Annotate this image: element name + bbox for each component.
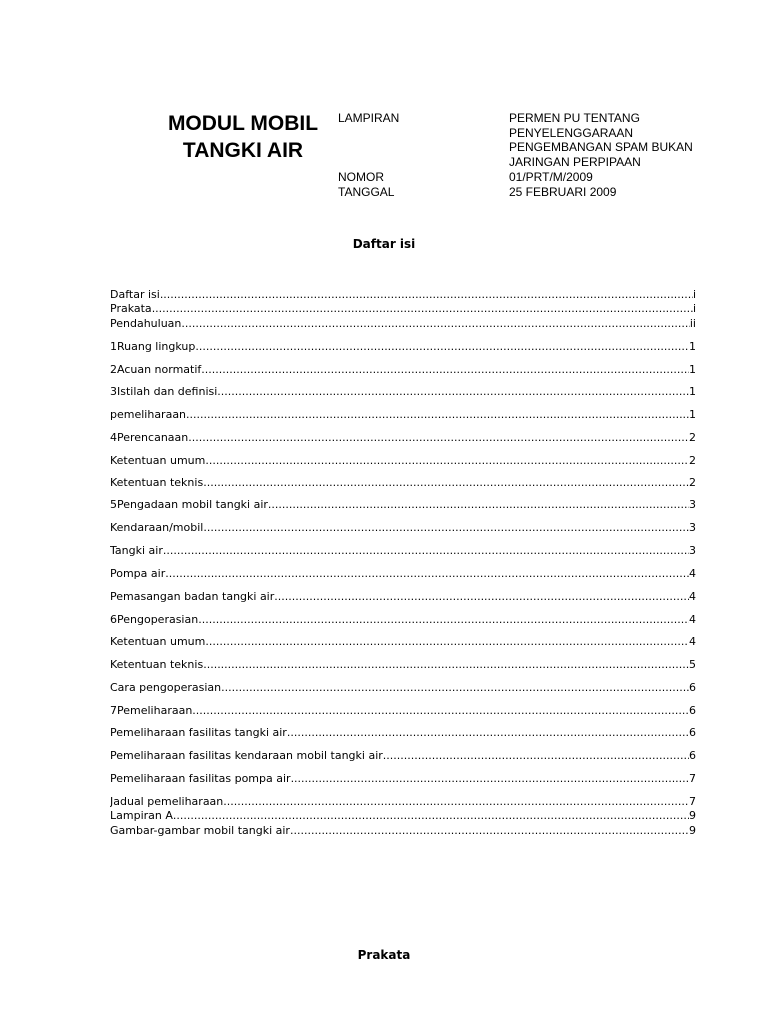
toc-entry[interactable] [110, 809, 696, 823]
toc-entry-leader-dots [181, 317, 689, 331]
toc-entry-page-number: 1 [689, 408, 696, 421]
toc-entry-label: 1Ruang lingkup [110, 340, 196, 353]
toc-entry-label: Ketentuan teknis [110, 476, 204, 489]
toc-entry-leader-dots [173, 809, 689, 823]
toc-entry-page-number: 4 [689, 635, 696, 648]
toc-entry-label: Pompa air [110, 567, 166, 580]
toc-entry[interactable] [110, 431, 696, 445]
toc-entry-page-number: 2 [689, 454, 696, 467]
toc-entry-page-number: 9 [689, 824, 696, 837]
toc-entry[interactable] [110, 385, 696, 399]
toc-entry-leader-dots [165, 567, 689, 581]
toc-entry-leader-dots [268, 498, 689, 512]
toc-entry-page-number: 1 [689, 363, 696, 376]
toc-entry-page-number: 3 [689, 521, 696, 534]
toc-entry-leader-dots [160, 288, 693, 302]
toc-entry-page-number: 4 [689, 613, 696, 626]
tanggal-value: 25 FEBRUARI 2009 [509, 185, 617, 199]
toc-entry-label: Prakata [110, 302, 152, 315]
toc-entry[interactable] [110, 704, 696, 718]
document-title [150, 110, 336, 164]
toc-entry-leader-dots [383, 749, 689, 763]
toc-entry-page-number: 6 [689, 726, 696, 739]
toc-entry-page-number: 1 [689, 340, 696, 353]
toc-entry-label: 5Pengadaan mobil tangki air [110, 498, 268, 511]
toc-entry-leader-dots [201, 363, 689, 377]
toc-entry-label: Pemeliharaan fasilitas kendaraan mobil tangki air [110, 749, 383, 762]
toc-entry-leader-dots [186, 408, 689, 422]
toc-entry-page-number: 6 [689, 704, 696, 717]
toc-entry-label: Gambar-gambar mobil tangki air [110, 824, 290, 837]
toc-entry[interactable] [110, 408, 696, 422]
toc-entry-leader-dots [195, 340, 689, 354]
toc-entry[interactable] [110, 658, 696, 672]
toc-entry[interactable] [110, 824, 696, 838]
toc-entry-label: pemeliharaan [110, 408, 187, 421]
toc-entry-label: Pemeliharaan fasilitas tangki air [110, 726, 287, 739]
toc-entry-page-number: 2 [689, 431, 696, 444]
toc-entry[interactable] [110, 340, 696, 354]
toc-entry-leader-dots [205, 454, 689, 468]
toc-entry[interactable] [110, 749, 696, 763]
tanggal-label: TANGGAL [338, 185, 395, 199]
toc-entry-label: Pendahuluan [110, 317, 182, 330]
toc-entry-leader-dots [198, 613, 689, 627]
toc-entry-label: Lampiran A [110, 809, 173, 822]
toc-entry-leader-dots [203, 658, 689, 672]
toc-entry[interactable] [110, 363, 696, 377]
toc-entry[interactable] [110, 302, 696, 316]
toc-entry-page-number: 9 [689, 809, 696, 822]
nomor-label: NOMOR [338, 170, 384, 184]
toc-entry-page-number: ii [689, 317, 696, 330]
toc-entry-label: 3Istilah dan definisi [110, 385, 218, 398]
toc-entry-page-number: i [692, 302, 696, 315]
nomor-value: 01/PRT/M/2009 [509, 170, 593, 184]
lampiran-value-line-2: PENYELENGGARAAN [509, 126, 634, 140]
toc-entry-page-number: 6 [689, 749, 696, 762]
toc-entry-leader-dots [188, 431, 689, 445]
toc-entry-leader-dots [274, 590, 689, 604]
document-title-line-2: TANGKI AIR [182, 139, 304, 162]
toc-entry[interactable] [110, 454, 696, 468]
toc-entry-page-number: 7 [689, 795, 696, 808]
toc-entry-label: Daftar isi [110, 288, 160, 301]
toc-entry-leader-dots [287, 726, 689, 740]
lampiran-label: LAMPIRAN [338, 111, 400, 125]
toc-entry-label: Jadual pemeliharaan [110, 795, 224, 808]
toc-entry-leader-dots [221, 681, 689, 695]
toc-entry-label: Pemeliharaan fasilitas pompa air [110, 772, 291, 785]
toc-entry[interactable] [110, 567, 696, 581]
toc-entry-page-number: 2 [689, 476, 696, 489]
lampiran-value-line-1: PERMEN PU TENTANG [509, 111, 640, 125]
toc-entry-label: Ketentuan umum [110, 454, 206, 467]
toc-entry-label: 7Pemeliharaan [110, 704, 193, 717]
toc-entry-leader-dots [223, 795, 689, 809]
toc-entry-label: 6Pengoperasian [110, 613, 199, 626]
toc-entry-leader-dots [217, 385, 689, 399]
toc-entry-leader-dots [290, 824, 689, 838]
lampiran-value-line-3: PENGEMBANGAN SPAM BUKAN [509, 140, 693, 154]
toc-entry[interactable] [110, 635, 696, 649]
toc-entry-label: Ketentuan umum [110, 635, 206, 648]
toc-entry-leader-dots [291, 772, 689, 786]
toc-entry-leader-dots [203, 476, 689, 490]
toc-entry-page-number: 7 [689, 772, 696, 785]
toc-entry[interactable] [110, 681, 696, 695]
toc-entry[interactable] [110, 590, 696, 604]
toc-entry-page-number: 1 [689, 385, 696, 398]
toc-entry[interactable] [110, 288, 696, 302]
toc-entry-leader-dots [203, 521, 689, 535]
lampiran-value-line-4: JARINGAN PERPIPAAN [509, 155, 641, 169]
toc-entry-leader-dots [205, 635, 689, 649]
toc-entry[interactable] [110, 521, 696, 535]
toc-entry-page-number: 6 [689, 681, 696, 694]
document-title-line-1: MODUL MOBIL [167, 112, 319, 135]
toc-entry-label: Kendaraan/mobil [110, 521, 204, 534]
toc-entry-label: Pemasangan badan tangki air [110, 590, 275, 603]
toc-entry-page-number: i [692, 288, 696, 301]
toc-entry[interactable] [110, 795, 696, 809]
toc-entry-leader-dots [192, 704, 689, 718]
toc-entry[interactable] [110, 772, 696, 786]
toc-entry[interactable] [110, 317, 696, 331]
toc-entry-page-number: 3 [689, 544, 696, 557]
toc-entry-label: 2Acuan normatif [110, 363, 202, 376]
toc-entry-label: Tangki air [110, 544, 163, 557]
toc-entry-leader-dots [152, 302, 693, 316]
prakata-heading: Prakata [357, 948, 411, 962]
toc-entry[interactable] [110, 726, 696, 740]
toc-entry-page-number: 3 [689, 498, 696, 511]
toc-entry[interactable] [110, 498, 696, 512]
toc-entry[interactable] [110, 613, 696, 627]
toc-entry-label: 4Perencanaan [110, 431, 189, 444]
toc-entry-page-number: 5 [689, 658, 696, 671]
toc-entry-label: Ketentuan teknis [110, 658, 204, 671]
toc-entry[interactable] [110, 476, 696, 490]
toc-entry-page-number: 4 [689, 590, 696, 603]
toc-entry[interactable] [110, 544, 696, 558]
toc-entry-leader-dots [163, 544, 689, 558]
toc-entry-page-number: 4 [689, 567, 696, 580]
toc-heading: Daftar isi [352, 237, 416, 251]
toc-entry-label: Cara pengoperasian [110, 681, 222, 694]
